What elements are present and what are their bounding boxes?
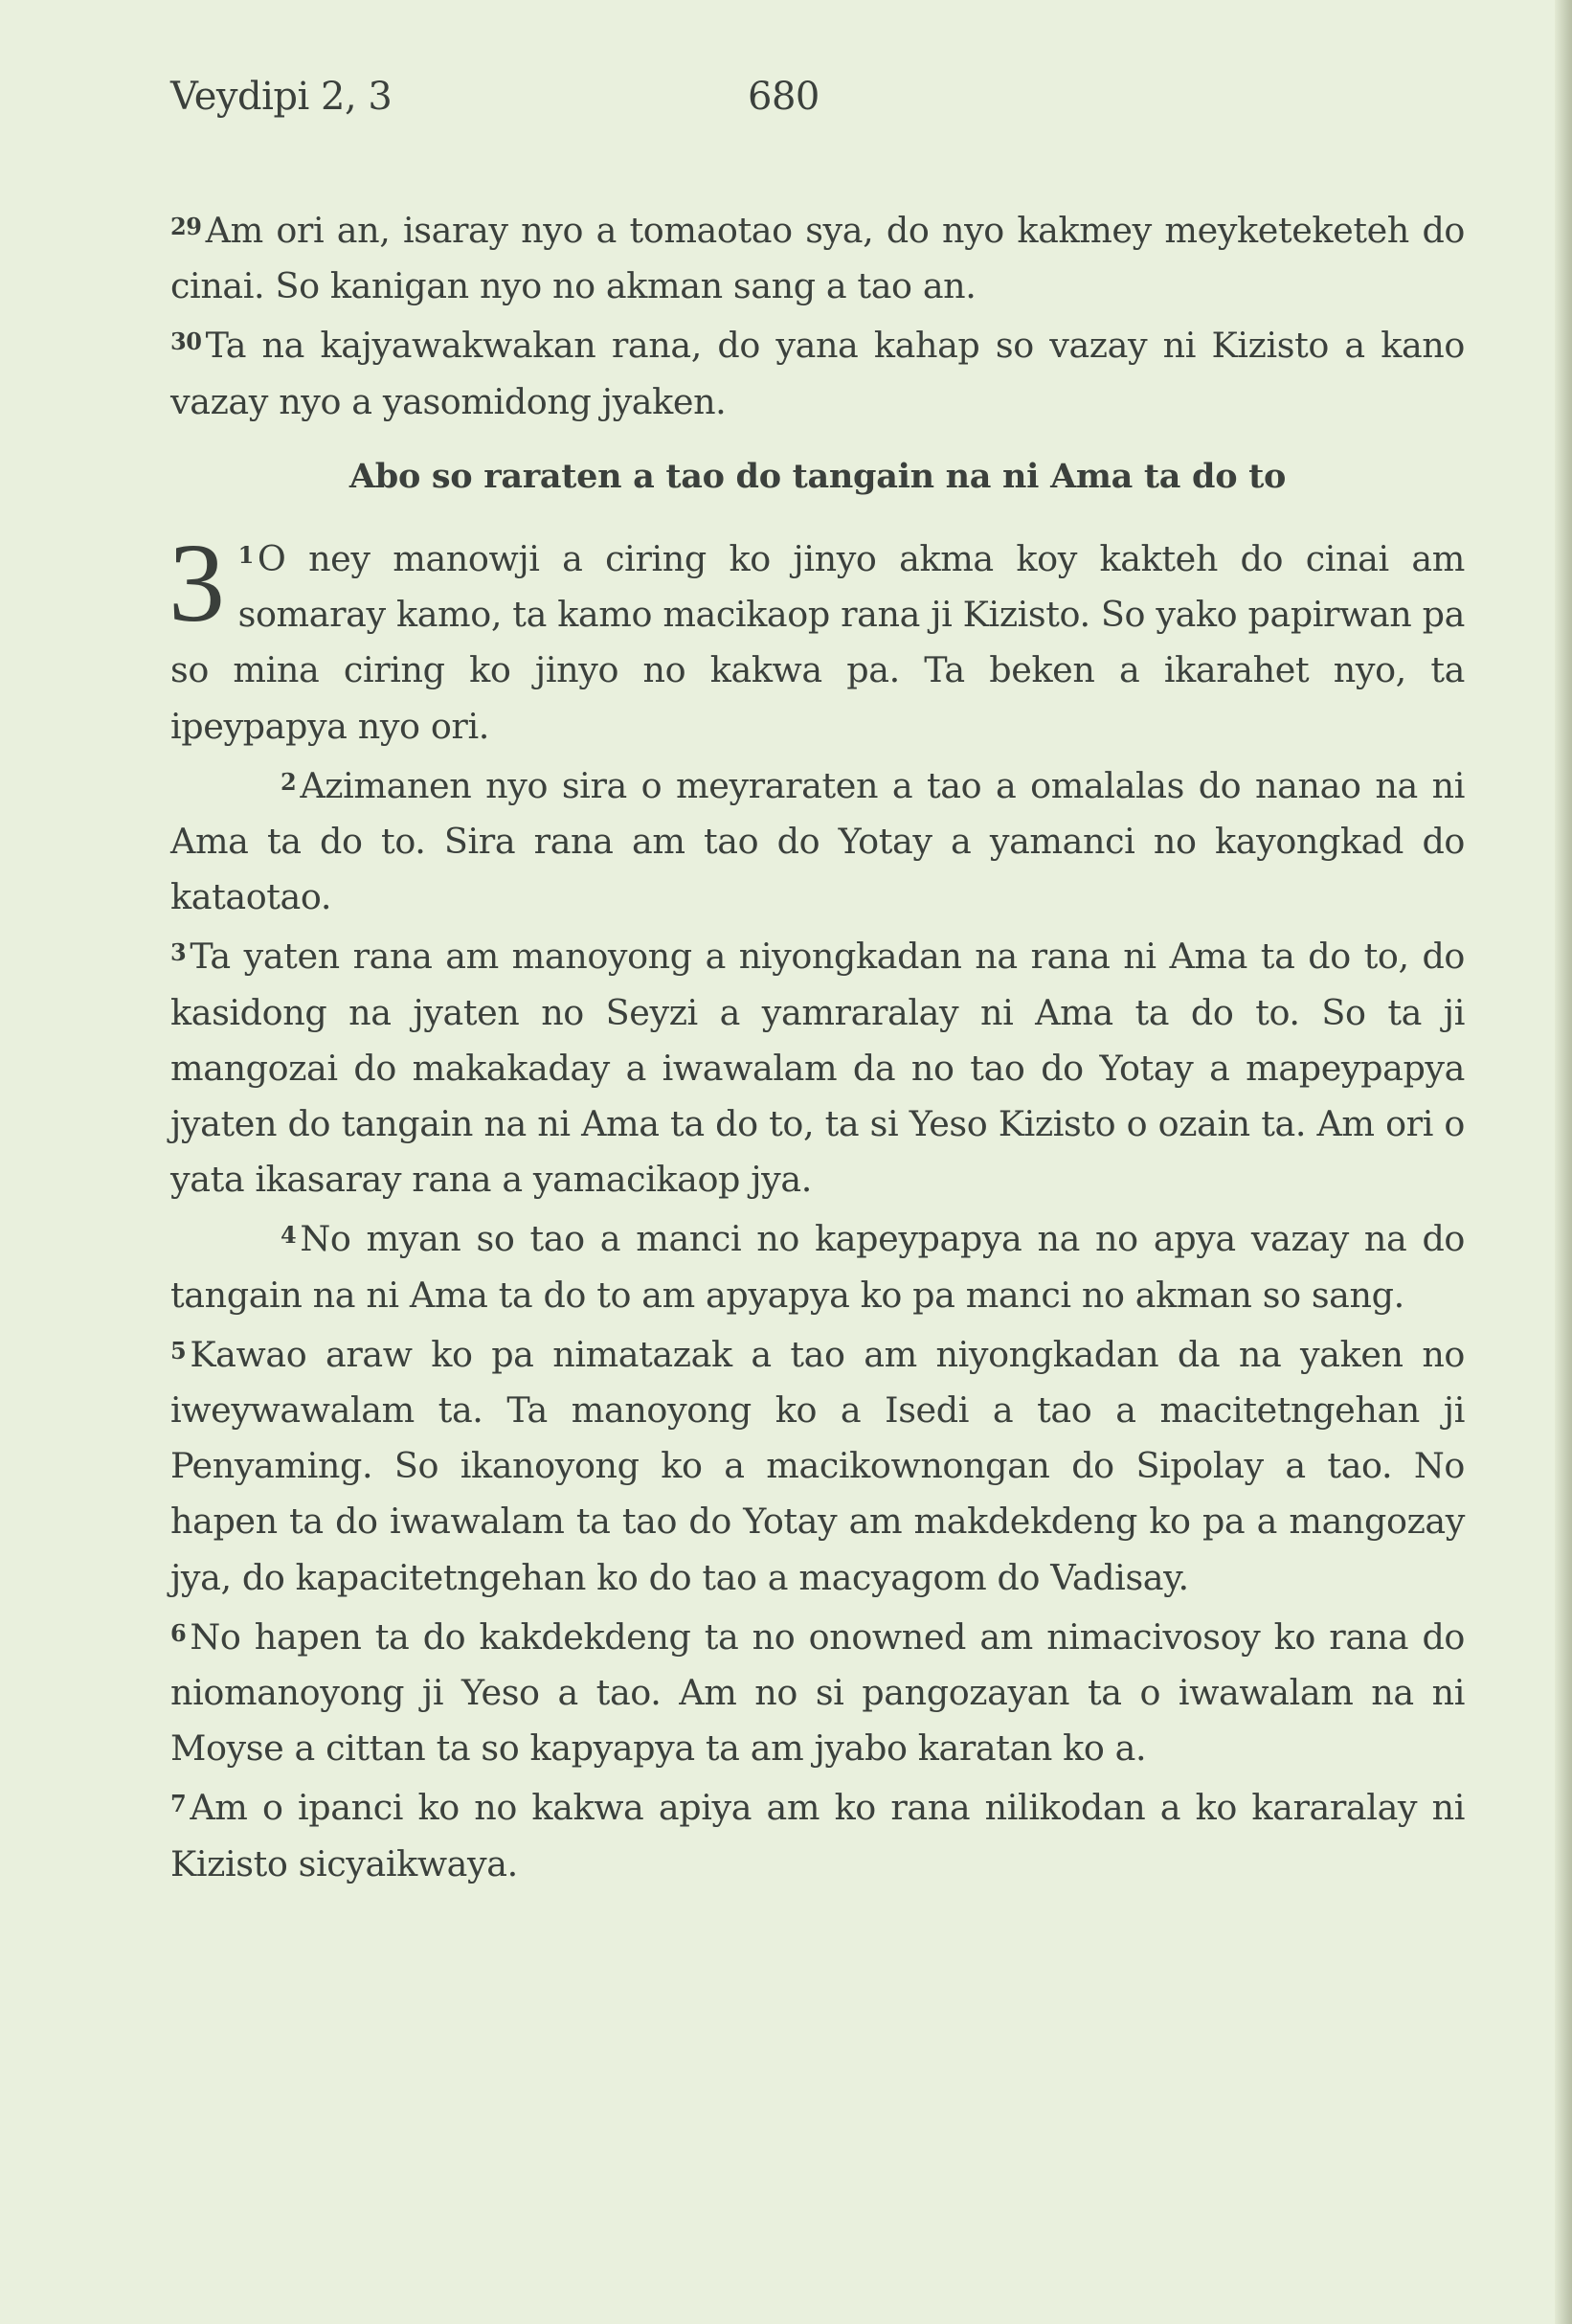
verse-number: 30 <box>170 327 202 356</box>
verse-1 <box>168 520 1465 755</box>
verse-number: 7 <box>170 1790 187 1818</box>
verse-text: Ta na kajyawakwakan rana, do yana kahap so vazay ni Kizisto a kano vazay nyo a yasomidong jyaken. <box>170 325 1465 422</box>
page-edge-shadow <box>1555 0 1572 2324</box>
verse-7 <box>170 1776 1465 1891</box>
verse-number: 5 <box>170 1336 187 1365</box>
verse-5 <box>170 1323 1465 1606</box>
chapter-3 <box>168 520 1465 755</box>
verse-text: No myan so tao a manci no kapeypapya na no apya vazay na do tangain na ni Ama ta do to am apyapya ko pa manci no akman so sang. <box>170 1218 1465 1316</box>
verse-text: Am ori an, isaray nyo a tomaotao sya, do nyo kakmey meyketeketeh do cinai. So kanigan nyo no akman sang a tao an. <box>170 210 1465 307</box>
verse-6 <box>170 1606 1465 1777</box>
running-head <box>170 75 879 123</box>
section-heading: Abo so raraten a tao do tangain na ni Ama ta do to <box>348 456 1287 496</box>
verse-4 <box>170 1207 1465 1322</box>
verse-30 <box>170 314 1465 429</box>
verse-number: 6 <box>170 1618 187 1647</box>
verse-3 <box>170 925 1465 1207</box>
verse-2 <box>170 755 1465 926</box>
verse-29 <box>170 199 1465 314</box>
verse-text: O ney manowji a ciring ko jinyo akma koy kakteh do cinai am somaray kamo, ta kamo macikaop rana ji Kizisto. So yako papirwan pa so mina ciring ko jinyo no kakwa pa. Ta beken a ikarahet nyo, ta ipeypapya nyo ori. <box>170 538 1465 747</box>
verse-text: No hapen ta do kakdekdeng ta no onowned am nimacivosoy ko rana do niomanoyong ji Yeso a tao. Am no si pangozayan ta o iwawalam na ni Moyse a cittan ta so kapyapya ta am jyabo karatan ko a. <box>170 1615 1465 1770</box>
chapter-number-dropcap: 3 <box>168 520 225 646</box>
page-body <box>170 199 1465 1892</box>
verse-text: Kawao araw ko pa nimatazak a tao am niyongkadan da na yaken no iweywawalam ta. Ta manoyong ko a Isedi a tao a macitetngehan ji Penyaming. So ikanoyong ko a macikownongan do Sipolay a tao. No hapen ta do iwawalam ta tao do Yotay am makdekdeng ko pa a mangozay jya, do kapacitetngehan ko do tao a macyagom do Vadisay. <box>170 1333 1465 1598</box>
verse-number: 4 <box>281 1221 297 1250</box>
verse-text: Ta yaten rana am manoyong a niyongkadan na rana ni Ama ta do to, do kasidong na jyaten no Seyzi a yamraralay ni Ama ta do to. So ta ji mangozai do makakaday a iwawalam da no tao do Yotay a mapeypapya jyaten do tangain na ni Ama ta do to, ta si Yeso Kizisto o ozain ta. Am ori o yata ikasaray rana a yamacikaop jya. <box>170 936 1465 1201</box>
verse-text: Am o ipanci ko no kakwa apiya am ko rana nilikodan a ko kararalay ni Kizisto sicyaikwaya. <box>170 1787 1465 1884</box>
book-chapter-reference: Veydipi 2, 3 <box>170 75 393 119</box>
verse-number: 1 <box>237 541 254 570</box>
page-number: 680 <box>748 75 820 119</box>
verse-text: Azimanen nyo sira o meyraraten a tao a omalalas do nanao na ni Ama ta do to. Sira rana am tao do Yotay a yamanci no kayongkad do kataotao. <box>170 764 1465 918</box>
verse-number: 3 <box>170 938 187 967</box>
verse-number: 2 <box>281 767 297 796</box>
verse-number: 29 <box>170 213 202 240</box>
